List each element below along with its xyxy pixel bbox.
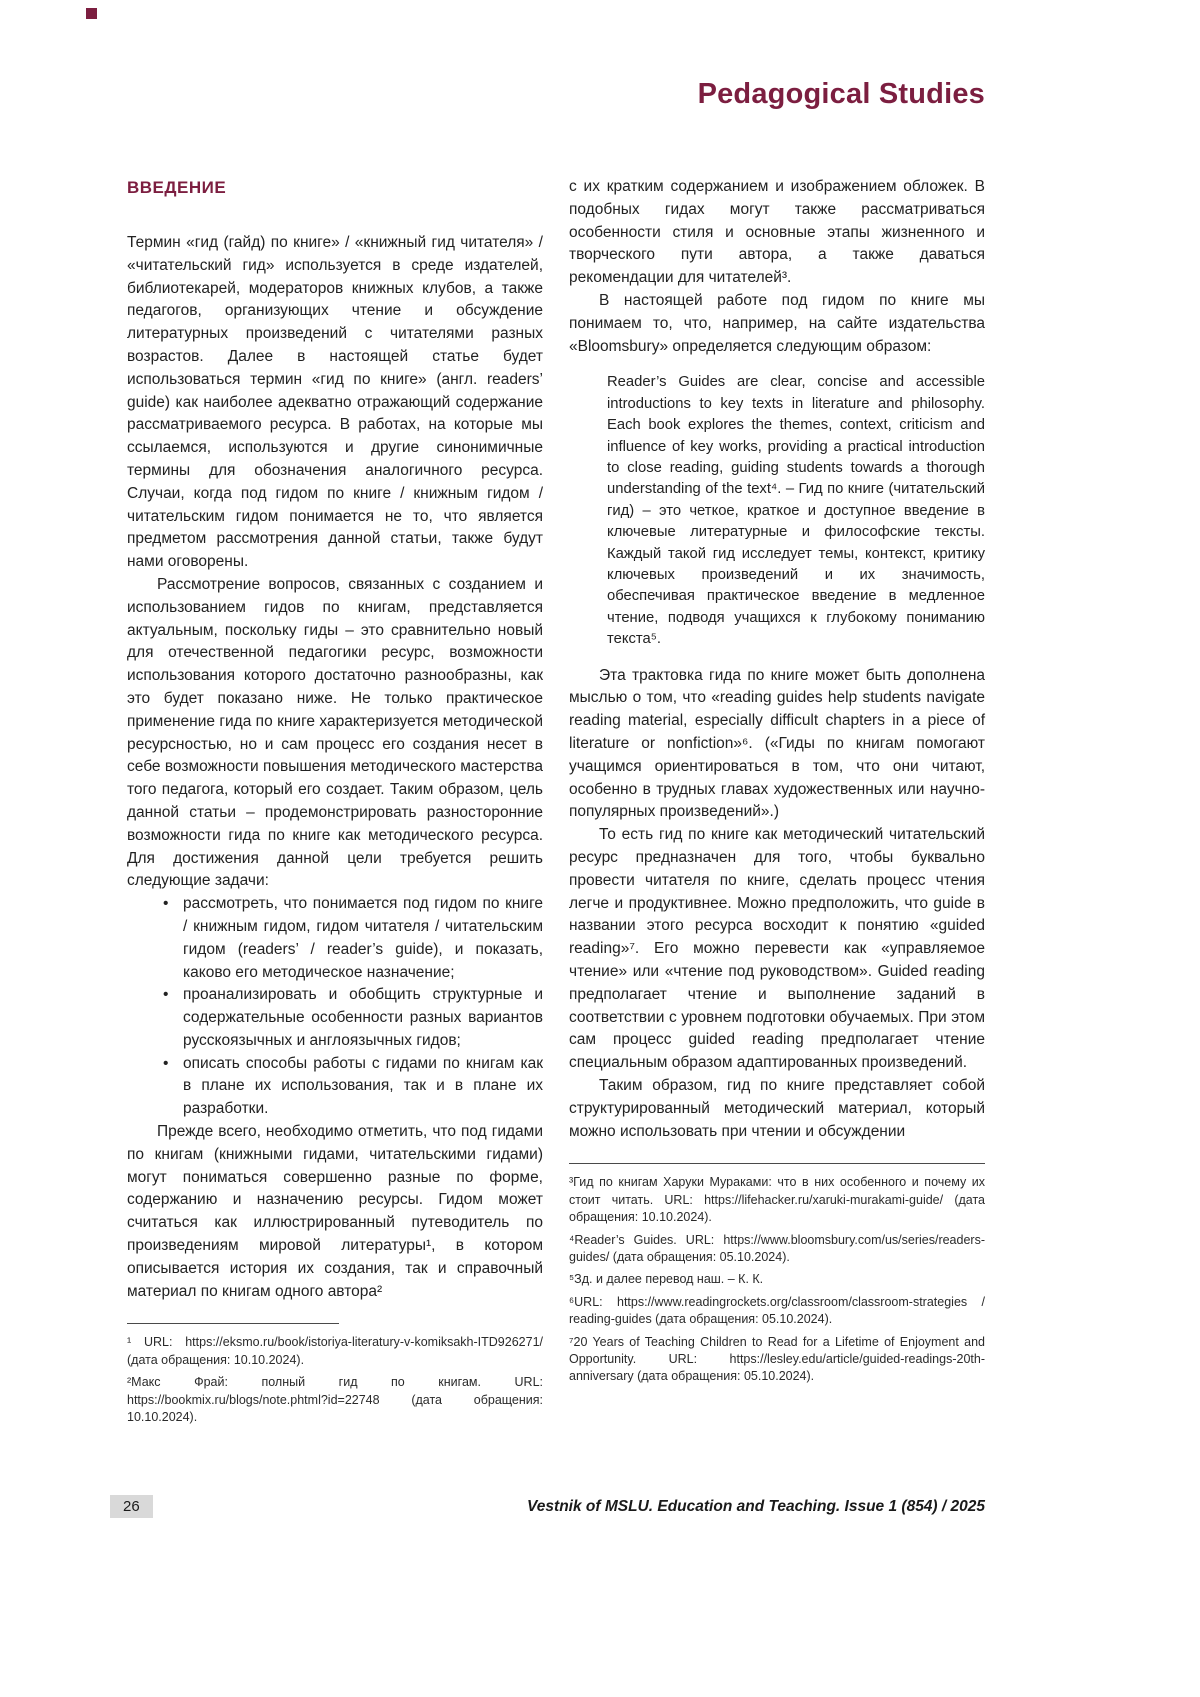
left-column [127, 176, 543, 1431]
page-number: 26 [110, 1495, 153, 1518]
body-paragraph: Эта трактовка гида по книге может быть дополнена мыслью о том, что «reading guides help students navigate reading material, especially difficult chapters in a piece of literature or nonfiction»⁶. («Гиды по книгам помогают учащимся ориентироваться в том, что они читают, особенно в трудных главах художественных или научно-популярных произведений».) [569, 666, 985, 821]
section-heading: ВВЕДЕНИЕ [127, 178, 227, 197]
article-body [127, 176, 985, 1431]
body-paragraph: Рассмотрение вопросов, связанных с созданием и использованием гидов по книгам, представляется актуальным, поскольку гиды – это сравнительно новый для отечественной педагогики ресурс, возможности использования которого достаточно разнообразны, как это будет показано ниже. Не только практическое применение гида по книге характеризуется методической ресурсностью, но и сам процесс его создания несет в себе возможности повышения методического мастерства того педагога, который его создает. Таким образом, цель данной статьи – продемонстрировать разносторонние возможности гида по книге как методического ресурса. Для достижения данной цели требуется решить следующие задачи: [127, 575, 543, 890]
page-footer [110, 1495, 985, 1518]
corner-mark [86, 8, 97, 19]
journal-citation: Vestnik of MSLU. Education and Teaching. Issue 1 (854) / 2025 [527, 1497, 985, 1515]
footnotes-right [569, 1163, 985, 1385]
bullet-item: • рассмотреть, что понимается под гидом по книге / книжным гидом, гидом читателя / читательским гидом (readers’ / reader’s guide), и показать, каково его методическое назначение; [127, 893, 543, 984]
running-head: Pedagogical Studies [697, 78, 985, 110]
footnote: ²Макс Фрай: полный гид по книгам. URL: https://bookmix.ru/blogs/note.phtml?id=22748 (дата обращения: 10.10.2024). [127, 1375, 543, 1425]
footnote: ¹ URL: https://eksmo.ru/book/istoriya-literatury-v-komiksakh-ITD926271/ (дата обращения: 10.10.2024). [127, 1335, 543, 1367]
body-paragraph: В настоящей работе под гидом по книге мы понимаем то, что, например, на сайте издательства «Bloomsbury» определяется следующим образом: [569, 291, 985, 355]
footnote: ⁷20 Years of Teaching Children to Read for a Lifetime of Enjoyment and Opportunity. URL: https://lesley.edu/article/guided-readings-20th-anniversary (дата обращения: 05.10.2024). [569, 1334, 985, 1384]
body-paragraph: Термин «гид (гайд) по книге» / «книжный гид читателя» / «читательский гид» используется в среде издателей, библиотекарей, модераторов книжных клубов, а также педагогов, организующих чтение и обсуждение литературных произведений с читателями разных возрастов. Далее в настоящей статье будет использоваться термин «гид по книге» (англ. readers’ guide) как наиболее адекватно отражающий содержание рассматриваемого ресурса. В работах, на которые мы ссылаемся, используются и другие синонимичные термины для обозначения аналогичного ресурса. Случаи, когда под гидом по книге / книжным гидом / читательским гидом понимается не то, что является предметом рассмотрения данной статьи, также будут нами оговорены. [127, 234, 543, 571]
block-quote: Reader’s Guides are clear, concise and accessible introductions to key texts in literature and philosophy. Each book explores the themes, context, criticism and influence of key works, providing a practical introduction to close reading, guiding students towards a thorough understanding of the text⁴. – Гид по книге (читательский гид) – это четкое, краткое и доступное введение в ключевые литературные и философские тексты. Каждый такой гид исследует темы, контекст, критику ключевых произведений и их значимость, обеспечивая практическое введение в медленное чтение, подводя учащихся к глубокому пониманию текста⁵. [607, 374, 985, 648]
body-paragraph: Таким образом, гид по книге представляет собой структурированный методический материал, который можно использовать при чтении и обсуждении [569, 1077, 985, 1140]
footnote: ⁴Reader’s Guides. URL: https://www.bloomsbury.com/us/series/readers-guides/ (дата обращения: 05.10.2024). [569, 1232, 985, 1265]
footnote-separator [127, 1323, 339, 1324]
footnotes-left [127, 1323, 543, 1426]
right-column [569, 176, 985, 1391]
bullet-list [127, 893, 543, 1121]
footnote: ⁶URL: https://www.readingrockets.org/classroom/classroom-strategies / reading-guides (дата обращения: 05.10.2024). [569, 1294, 985, 1327]
footnote: ⁵Зд. и далее перевод наш. – К. К. [569, 1272, 764, 1287]
footnote-separator [569, 1163, 985, 1164]
body-paragraph: То есть гид по книге как методический читательский ресурс предназначен для того, чтобы буквально провести читателя по книге, сделать процесс чтения легче и продуктивнее. Можно предположить, что guide в названии этого ресурса восходит к понятию «guided reading»⁷. Его можно перевести как «управляемое чтение» или «чтение под руководством». Guided reading предполагает чтение и выполнение заданий в соответствии с уровнем подготовки обучаемых. При этом сам процесс guided reading предполагает чтение специальным образом адаптированных произведений. [569, 826, 985, 1072]
bullet-item: • проанализировать и обобщить структурные и содержательные особенности разных вариантов русскоязычных и англоязычных гидов; [127, 984, 543, 1052]
bullet-item: • описать способы работы с гидами по книгам как в плане их использования, так и в плане их разработки. [127, 1053, 543, 1121]
body-paragraph: Прежде всего, необходимо отметить, что под гидами по книгам (книжными гидами, читательскими гидами) могут пониматься совершенно разные по форме, содержанию и назначению ресурсы. Гидом может считаться как иллюстрированный путеводитель по произведениям мировой литературы¹, в котором описывается история их создания, так и справочный материал по книгам одного автора² [127, 1123, 543, 1300]
body-paragraph: с их кратким содержанием и изображением обложек. В подобных гидах могут также рассматриваться особенности стиля и основные этапы жизненного и творческого пути автора, а также даваться рекомендации для читателей³. [569, 178, 985, 287]
footnote: ³Гид по книгам Харуки Мураками: что в них особенного и почему их стоит читать. URL: https://lifehacker.ru/xaruki-murakami-guide/ (дата обращения: 10.10.2024). [569, 1175, 985, 1225]
